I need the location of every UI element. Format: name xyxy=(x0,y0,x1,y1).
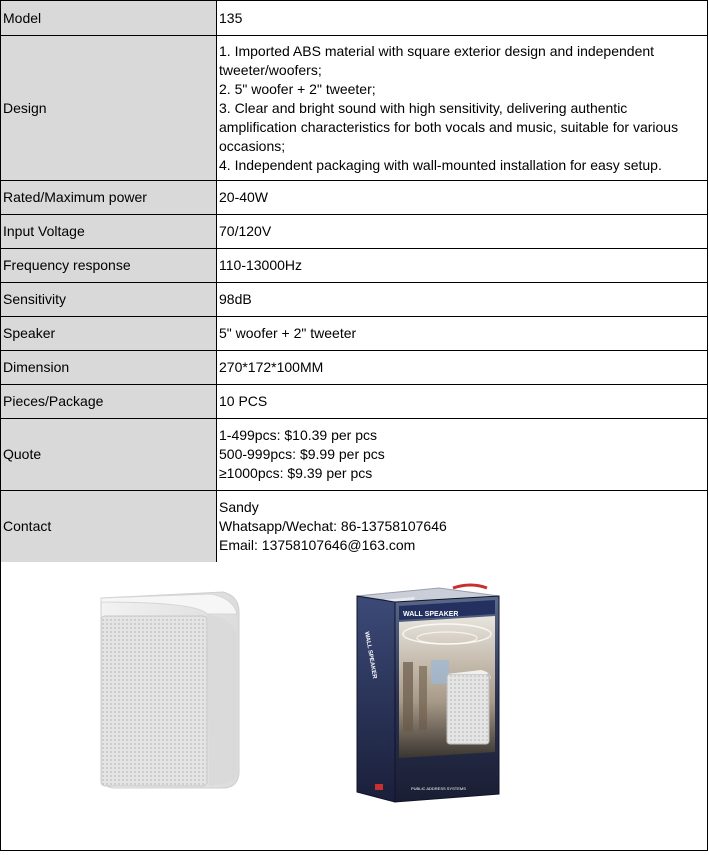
value-line: 270*172*100MM xyxy=(219,359,324,375)
label-cell: Quote xyxy=(1,419,217,491)
label-cell: Dimension xyxy=(1,351,217,385)
value-line: Whatsapp/Wechat: 86-13758107646 xyxy=(219,518,447,534)
value-line: 20-40W xyxy=(219,189,269,205)
value-line: 1. Imported ABS material with square exterior design and independent tweeter/woofers; xyxy=(219,42,655,78)
value-line: 5" woofer + 2" tweeter xyxy=(219,325,357,341)
speaker-product xyxy=(101,592,239,788)
label-cell: Contact xyxy=(1,491,217,563)
row-design xyxy=(1,36,708,181)
value-cell xyxy=(217,181,708,215)
row-voltage xyxy=(1,215,708,249)
value-cell xyxy=(217,419,708,491)
value-cell xyxy=(217,215,708,249)
label-cell: Speaker xyxy=(1,317,217,351)
row-model xyxy=(1,1,708,36)
value-line: 70/120V xyxy=(219,223,272,239)
label-cell: Input Voltage xyxy=(1,215,217,249)
row-frequency xyxy=(1,249,708,283)
value-line: 4. Independent packaging with wall-mounted installation for easy setup. xyxy=(219,156,662,173)
label-cell: Pieces/Package xyxy=(1,385,217,419)
label-cell: Rated/Maximum power xyxy=(1,181,217,215)
row-power xyxy=(1,181,708,215)
row-contact xyxy=(1,491,708,563)
row-speaker xyxy=(1,317,708,351)
value-line: Email: 13758107646@163.com xyxy=(219,537,416,553)
value-cell xyxy=(217,249,708,283)
packaging-box xyxy=(357,585,499,802)
value-cell xyxy=(217,1,708,36)
row-quote xyxy=(1,419,708,491)
value-line: 2. 5" woofer + 2" tweeter; xyxy=(219,80,376,97)
value-cell xyxy=(217,351,708,385)
value-line: ≥1000pcs: $9.39 per pcs xyxy=(219,465,373,481)
row-dimension xyxy=(1,351,708,385)
value-cell xyxy=(217,36,708,181)
row-package xyxy=(1,385,708,419)
value-line: 135 xyxy=(219,9,243,26)
box-title: WALL SPEAKER xyxy=(403,611,459,618)
box-footer: PUBLIC ADDRESS SYSTEMS xyxy=(411,786,466,791)
box-side-text: WALL SPEAKER xyxy=(363,631,378,680)
value-cell xyxy=(217,283,708,317)
label-cell: Sensitivity xyxy=(1,283,217,317)
value-line: 10 PCS xyxy=(219,393,268,409)
label-cell: Frequency response xyxy=(1,249,217,283)
value-line: 500-999pcs: $9.99 per pcs xyxy=(219,446,385,462)
value-cell xyxy=(217,491,708,563)
label-cell: Design xyxy=(1,36,217,181)
value-line: Sandy xyxy=(219,499,259,515)
value-line: 3. Clear and bright sound with high sensitivity, delivering authentic amplification characteristics for both vocals and music, suitable for various occasions; xyxy=(219,99,679,154)
value-cell xyxy=(217,385,708,419)
row-sensitivity xyxy=(1,283,708,317)
value-cell xyxy=(217,317,708,351)
product-illustration xyxy=(1,562,707,850)
value-line: 1-499pcs: $10.39 per pcs xyxy=(219,427,377,443)
label-cell: Model xyxy=(1,1,217,36)
value-line: 98dB xyxy=(219,291,252,307)
product-image-panel xyxy=(0,562,708,851)
value-line: 110-13000Hz xyxy=(219,257,303,273)
